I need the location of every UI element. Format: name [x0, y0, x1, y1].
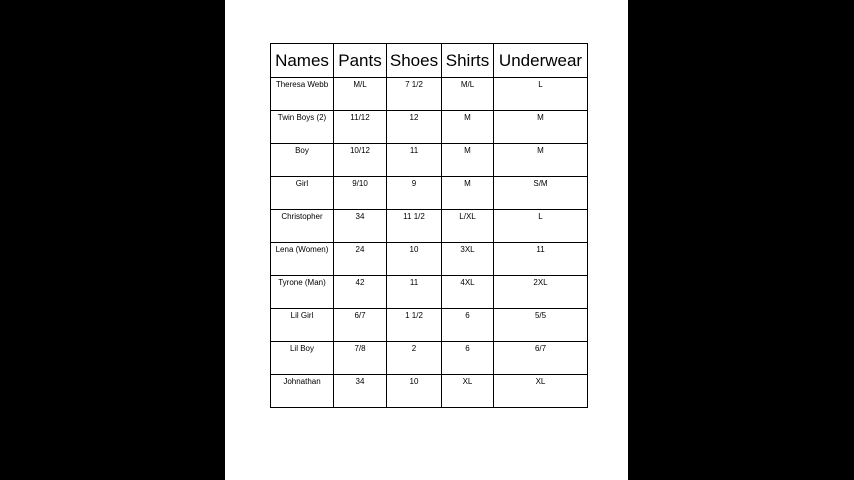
cell-name: Tyrone (Man) [271, 276, 334, 309]
cell-shirts: M [442, 111, 494, 144]
header-shirts: Shirts [442, 44, 494, 78]
table-header-row [271, 44, 588, 78]
cell-shirts: XL [442, 375, 494, 408]
table-row [271, 276, 588, 309]
cell-shirts: 3XL [442, 243, 494, 276]
cell-underwear: XL [494, 375, 588, 408]
cell-underwear: S/M [494, 177, 588, 210]
cell-pants: 7/8 [334, 342, 387, 375]
cell-pants: 11/12 [334, 111, 387, 144]
cell-shoes: 1 1/2 [387, 309, 442, 342]
cell-shoes: 12 [387, 111, 442, 144]
cell-shoes: 10 [387, 375, 442, 408]
table-row [271, 243, 588, 276]
cell-pants: 34 [334, 375, 387, 408]
cell-shoes: 11 [387, 144, 442, 177]
document-page [225, 0, 628, 480]
cell-underwear: 6/7 [494, 342, 588, 375]
cell-shirts: 6 [442, 309, 494, 342]
table-row [271, 210, 588, 243]
cell-name: Lena (Women) [271, 243, 334, 276]
cell-shirts: M [442, 144, 494, 177]
cell-underwear: L [494, 210, 588, 243]
cell-pants: 9/10 [334, 177, 387, 210]
cell-name: Theresa Webb [271, 78, 334, 111]
cell-name: Girl [271, 177, 334, 210]
header-underwear: Underwear [494, 44, 588, 78]
cell-shirts: 4XL [442, 276, 494, 309]
header-pants: Pants [334, 44, 387, 78]
cell-name: Johnathan [271, 375, 334, 408]
cell-shirts: L/XL [442, 210, 494, 243]
cell-pants: 6/7 [334, 309, 387, 342]
cell-underwear: 2XL [494, 276, 588, 309]
cell-name: Christopher [271, 210, 334, 243]
cell-underwear: M [494, 111, 588, 144]
table-row [271, 375, 588, 408]
cell-underwear: L [494, 78, 588, 111]
cell-shoes: 7 1/2 [387, 78, 442, 111]
clothing-size-table [270, 43, 588, 408]
cell-underwear: 5/5 [494, 309, 588, 342]
table-row [271, 342, 588, 375]
cell-underwear: 11 [494, 243, 588, 276]
cell-shoes: 11 [387, 276, 442, 309]
table-row [271, 177, 588, 210]
cell-shoes: 9 [387, 177, 442, 210]
cell-name: Lil Girl [271, 309, 334, 342]
cell-pants: 42 [334, 276, 387, 309]
table-row [271, 78, 588, 111]
cell-shirts: M [442, 177, 494, 210]
cell-pants: 24 [334, 243, 387, 276]
cell-underwear: M [494, 144, 588, 177]
table-row [271, 111, 588, 144]
cell-name: Twin Boys (2) [271, 111, 334, 144]
cell-pants: M/L [334, 78, 387, 111]
cell-name: Boy [271, 144, 334, 177]
cell-shirts: M/L [442, 78, 494, 111]
cell-shoes: 2 [387, 342, 442, 375]
header-names: Names [271, 44, 334, 78]
header-shoes: Shoes [387, 44, 442, 78]
cell-pants: 10/12 [334, 144, 387, 177]
table-row [271, 309, 588, 342]
cell-shoes: 11 1/2 [387, 210, 442, 243]
cell-pants: 34 [334, 210, 387, 243]
cell-shirts: 6 [442, 342, 494, 375]
cell-shoes: 10 [387, 243, 442, 276]
table-row [271, 144, 588, 177]
cell-name: Lil Boy [271, 342, 334, 375]
